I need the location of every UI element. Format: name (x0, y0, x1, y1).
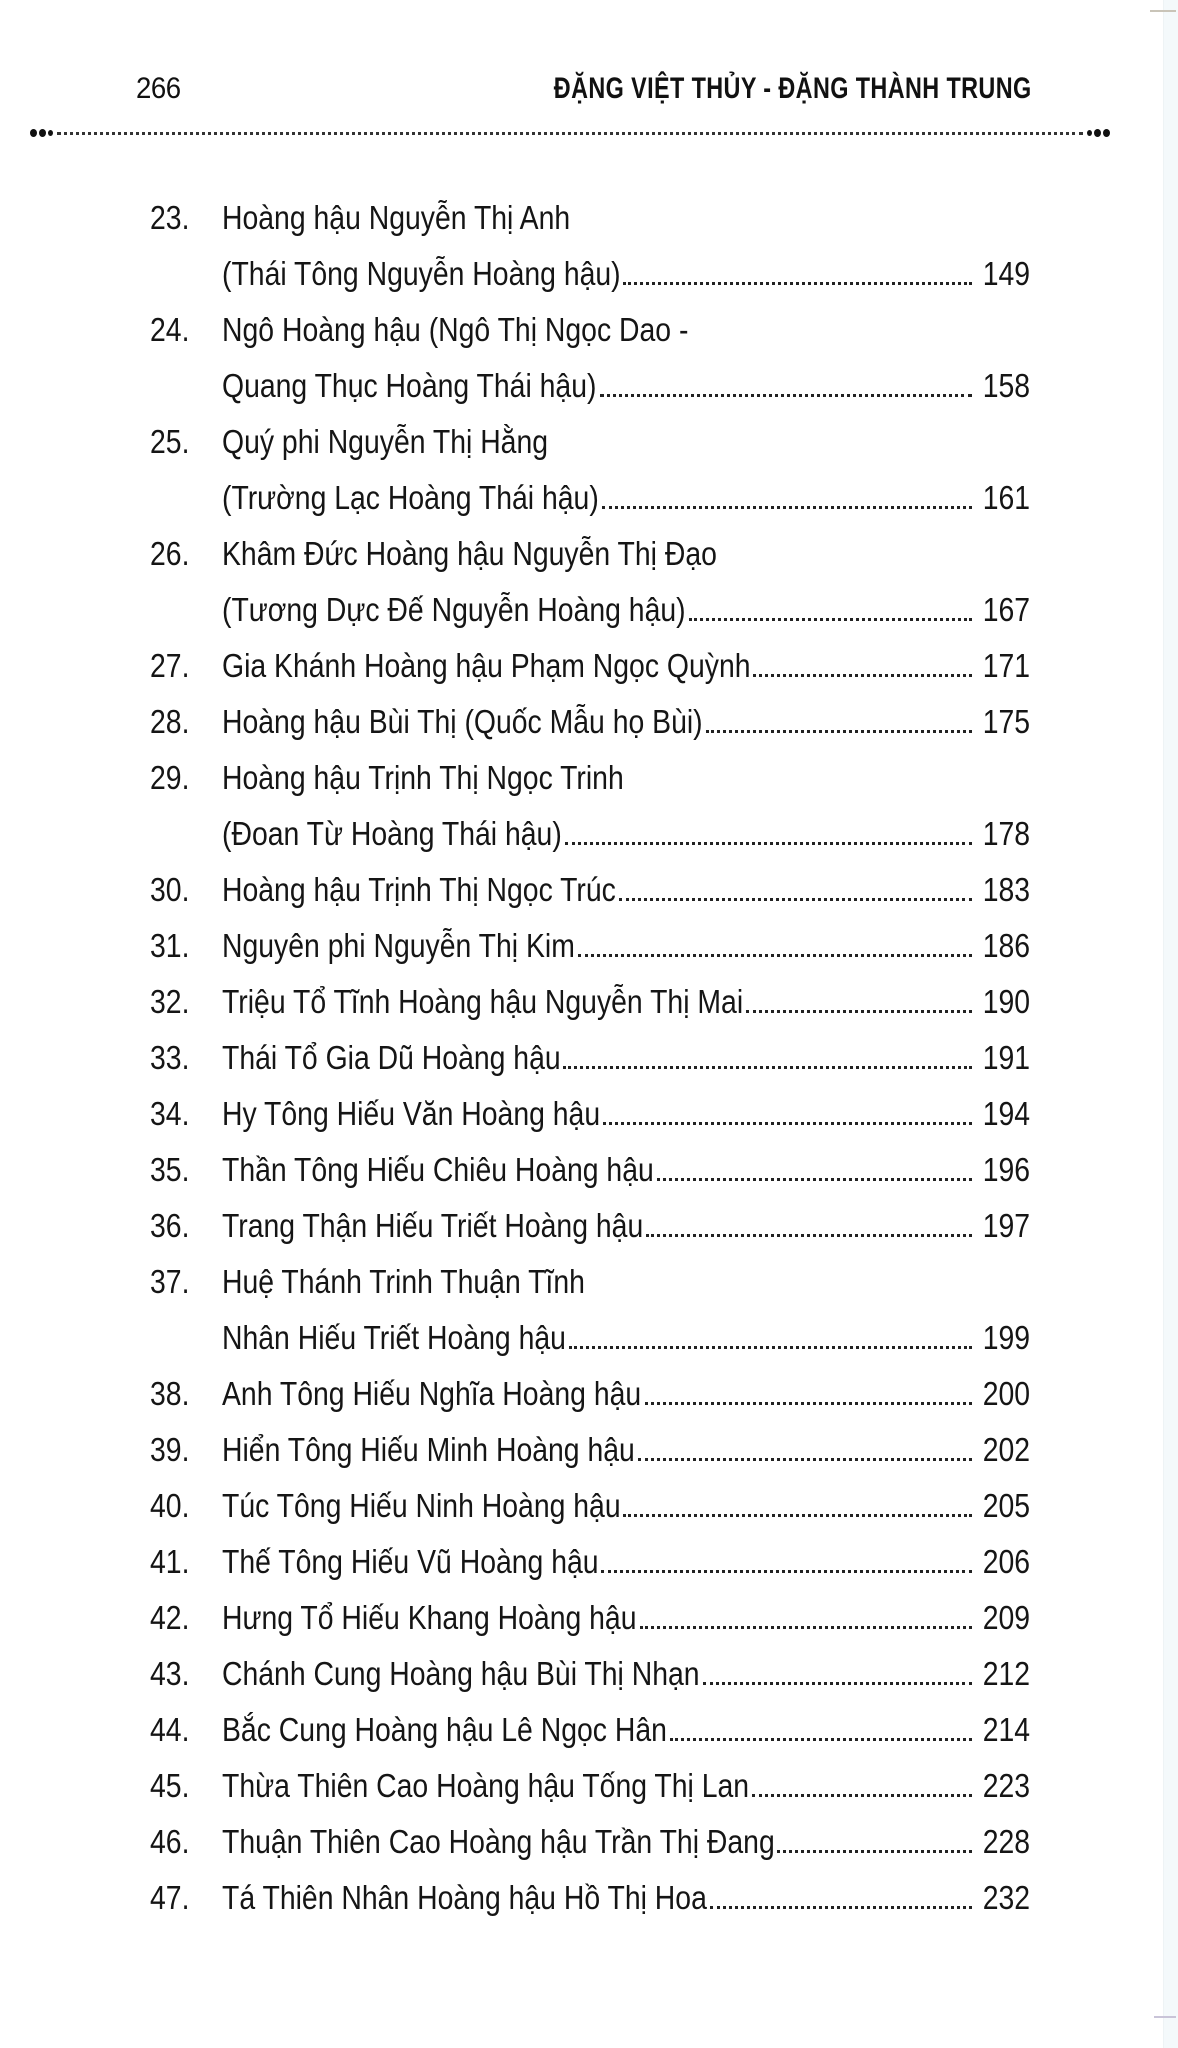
toc-entry (150, 1478, 1030, 1534)
entry-line (222, 1702, 1030, 1758)
entry-number: 31. (150, 927, 190, 964)
entry-line (222, 526, 1030, 582)
entry-page-number: 190 (982, 983, 1030, 1020)
toc-entry (150, 1198, 1030, 1254)
divider-dotted-line (57, 132, 1083, 135)
toc-entry (150, 1030, 1030, 1086)
entry-title: Khâm Đức Hoàng hậu Nguyễn Thị Đạo (222, 535, 717, 572)
entry-number: 23. (150, 199, 190, 236)
entry-number: 30. (150, 871, 190, 908)
toc-entry (150, 1590, 1030, 1646)
header-divider (30, 127, 1110, 139)
entry-page-number: 186 (982, 927, 1030, 964)
edge-mark (1150, 10, 1176, 12)
entry-number: 43. (150, 1655, 190, 1692)
entry-line (222, 1030, 1030, 1086)
entry-line (222, 1142, 1030, 1198)
entry-title: Hy Tông Hiếu Văn Hoàng hậu (222, 1095, 601, 1132)
entry-line (222, 1086, 1030, 1142)
entry-page-number: 161 (982, 479, 1030, 516)
entry-number: 33. (150, 1039, 190, 1076)
entry-number: 41. (150, 1543, 190, 1580)
toc-entry (150, 526, 1030, 638)
entry-line (222, 974, 1030, 1030)
entry-page-number: 191 (982, 1039, 1030, 1076)
entry-page-number: 175 (982, 703, 1030, 740)
entry-title: Triệu Tổ Tĩnh Hoàng hậu Nguyễn Thị Mai (222, 983, 744, 1020)
entry-title: Thần Tông Hiếu Chiêu Hoàng hậu (222, 1151, 654, 1188)
entry-line (222, 1422, 1030, 1478)
entry-page-number: 149 (982, 255, 1030, 292)
entry-title: Hưng Tổ Hiếu Khang Hoàng hậu (222, 1599, 637, 1636)
toc-entry (150, 414, 1030, 526)
entry-number: 35. (150, 1151, 190, 1188)
page-number: 266 (136, 72, 181, 105)
dot-leader (645, 1402, 972, 1405)
entry-number: 45. (150, 1767, 190, 1804)
entry-page-number: 158 (982, 367, 1030, 404)
entry-title: Hoàng hậu Nguyễn Thị Anh (222, 199, 571, 236)
toc-entry (150, 1758, 1030, 1814)
toc-entry (150, 1142, 1030, 1198)
toc-entry (150, 1870, 1030, 1926)
entry-page-number: 194 (982, 1095, 1030, 1132)
entry-title: Tá Thiên Nhân Hoàng hậu Hồ Thị Hoa (222, 1879, 707, 1916)
entry-title: Thừa Thiên Cao Hoàng hậu Tống Thị Lan (222, 1767, 750, 1804)
entry-line (222, 1254, 1030, 1310)
dot-leader (569, 1346, 972, 1349)
entry-title: Túc Tông Hiếu Ninh Hoàng hậu (222, 1487, 621, 1524)
entry-page-number: 196 (982, 1151, 1030, 1188)
dot-leader (640, 1626, 972, 1629)
entry-title: Hoàng hậu Trịnh Thị Ngọc Trinh (222, 759, 624, 796)
entry-line (222, 918, 1030, 974)
dot-leader (601, 1570, 971, 1573)
dot-leader (565, 842, 972, 845)
entry-line (222, 1198, 1030, 1254)
entry-title: Thế Tông Hiếu Vũ Hoàng hậu (222, 1543, 599, 1580)
toc-entry (150, 1702, 1030, 1758)
entry-title: Nguyên phi Nguyễn Thị Kim (222, 927, 575, 964)
entry-page-number: 171 (982, 647, 1030, 684)
toc-entry (150, 1646, 1030, 1702)
entry-title: (Trường Lạc Hoàng Thái hậu) (222, 479, 599, 516)
entry-title: Chánh Cung Hoàng hậu Bùi Thị Nhạn (222, 1655, 700, 1692)
entry-number: 46. (150, 1823, 190, 1860)
entry-number: 47. (150, 1879, 190, 1916)
entry-line (222, 358, 1030, 414)
dot-leader (752, 1794, 972, 1797)
entry-number: 36. (150, 1207, 190, 1244)
entry-line (222, 1870, 1030, 1926)
entry-title: Trang Thận Hiếu Triết Hoàng hậu (222, 1207, 644, 1244)
entry-line (222, 806, 1030, 862)
entry-page-number: 209 (982, 1599, 1030, 1636)
entry-title: Quý phi Nguyễn Thị Hằng (222, 423, 549, 460)
entry-line (222, 414, 1030, 470)
dot-leader (657, 1178, 972, 1181)
entry-title: Ngô Hoàng hậu (Ngô Thị Ngọc Dao - (222, 311, 689, 348)
entry-number: 28. (150, 703, 190, 740)
entry-line (222, 750, 1030, 806)
entry-line (222, 190, 1030, 246)
entry-page-number: 212 (982, 1655, 1030, 1692)
entry-title: Hiển Tông Hiếu Minh Hoàng hậu (222, 1431, 635, 1468)
entry-page-number: 214 (982, 1711, 1030, 1748)
entry-number: 37. (150, 1263, 190, 1300)
dot-leader (623, 282, 972, 285)
entry-title: Hoàng hậu Trịnh Thị Ngọc Trúc (222, 871, 616, 908)
entry-title: Thái Tổ Gia Dũ Hoàng hậu (222, 1039, 561, 1076)
entry-number: 29. (150, 759, 190, 796)
divider-bullets-right (1087, 129, 1110, 137)
entry-line (222, 694, 1030, 750)
entry-page-number: 228 (982, 1823, 1030, 1860)
entry-number: 27. (150, 647, 190, 684)
entry-page-number: 197 (982, 1207, 1030, 1244)
dot-leader (619, 898, 972, 901)
toc-entry (150, 974, 1030, 1030)
entry-page-number: 202 (982, 1431, 1030, 1468)
entry-line (222, 1814, 1030, 1870)
entry-title: (Đoan Từ Hoàng Thái hậu) (222, 815, 562, 852)
entry-line (222, 1310, 1030, 1366)
dot-leader (646, 1234, 972, 1237)
entry-line (222, 1534, 1030, 1590)
page-edge (1163, 0, 1178, 2048)
page-header (0, 72, 1178, 112)
entry-page-number: 206 (982, 1543, 1030, 1580)
toc-entry (150, 1814, 1030, 1870)
entry-line (222, 638, 1030, 694)
entry-line (222, 470, 1030, 526)
entry-line (222, 1478, 1030, 1534)
entry-line (222, 246, 1030, 302)
entry-title: Quang Thục Hoàng Thái hậu) (222, 367, 597, 404)
entry-page-number: 200 (982, 1375, 1030, 1412)
toc-entry (150, 694, 1030, 750)
dot-leader (670, 1738, 972, 1741)
dot-leader (703, 1682, 972, 1685)
entry-number: 34. (150, 1095, 190, 1132)
dot-leader (603, 1122, 972, 1125)
toc-entry (150, 638, 1030, 694)
dot-leader (623, 1514, 972, 1517)
entry-line (222, 862, 1030, 918)
dot-leader (638, 1458, 972, 1461)
toc-entry (150, 1534, 1030, 1590)
toc-entry (150, 190, 1030, 302)
entry-number: 44. (150, 1711, 190, 1748)
entry-title: Bắc Cung Hoàng hậu Lê Ngọc Hân (222, 1711, 667, 1748)
dot-leader (710, 1906, 972, 1909)
entry-number: 40. (150, 1487, 190, 1524)
toc-entry (150, 1086, 1030, 1142)
entry-number: 38. (150, 1375, 190, 1412)
table-of-contents (150, 190, 1030, 1926)
toc-entry (150, 1366, 1030, 1422)
entry-title: (Thái Tông Nguyễn Hoàng hậu) (222, 255, 621, 292)
entry-title: Hoàng hậu Bùi Thị (Quốc Mẫu họ Bùi) (222, 703, 703, 740)
dot-leader (706, 730, 972, 733)
running-title: ĐẶNG VIỆT THỦY - ĐẶNG THÀNH TRUNG (554, 72, 1032, 105)
entry-page-number: 205 (982, 1487, 1030, 1524)
dot-leader (753, 674, 972, 677)
toc-entry (150, 918, 1030, 974)
entry-line (222, 1590, 1030, 1646)
toc-entry (150, 862, 1030, 918)
entry-number: 39. (150, 1431, 190, 1468)
entry-number: 24. (150, 311, 190, 348)
dot-leader (578, 954, 972, 957)
dot-leader (600, 394, 972, 397)
entry-page-number: 199 (982, 1319, 1030, 1356)
dot-leader (602, 506, 972, 509)
entry-title: Nhân Hiếu Triết Hoàng hậu (222, 1319, 566, 1356)
entry-line (222, 1646, 1030, 1702)
entry-number: 26. (150, 535, 190, 572)
entry-title: Gia Khánh Hoàng hậu Phạm Ngọc Quỳnh (222, 647, 751, 684)
entry-title: (Tương Dực Đế Nguyễn Hoàng hậu) (222, 591, 686, 628)
dot-leader (777, 1850, 971, 1853)
entry-line (222, 582, 1030, 638)
entry-title: Anh Tông Hiếu Nghĩa Hoàng hậu (222, 1375, 642, 1412)
dot-leader (563, 1066, 971, 1069)
edge-mark (1154, 2016, 1176, 2018)
entry-title: Huệ Thánh Trinh Thuận Tĩnh (222, 1263, 585, 1300)
toc-entry (150, 1422, 1030, 1478)
entry-page-number: 178 (982, 815, 1030, 852)
dot-leader (689, 618, 972, 621)
entry-page-number: 232 (982, 1879, 1030, 1916)
entry-page-number: 223 (982, 1767, 1030, 1804)
entry-page-number: 167 (982, 591, 1030, 628)
entry-line (222, 302, 1030, 358)
entry-line (222, 1366, 1030, 1422)
entry-number: 25. (150, 423, 190, 460)
divider-bullets-left (30, 129, 53, 137)
toc-entry (150, 1254, 1030, 1366)
entry-page-number: 183 (982, 871, 1030, 908)
toc-entry (150, 302, 1030, 414)
entry-number: 42. (150, 1599, 190, 1636)
entry-title: Thuận Thiên Cao Hoàng hậu Trần Thị Đang (222, 1823, 775, 1860)
toc-entry (150, 750, 1030, 862)
entry-number: 32. (150, 983, 190, 1020)
dot-leader (746, 1010, 972, 1013)
entry-line (222, 1758, 1030, 1814)
